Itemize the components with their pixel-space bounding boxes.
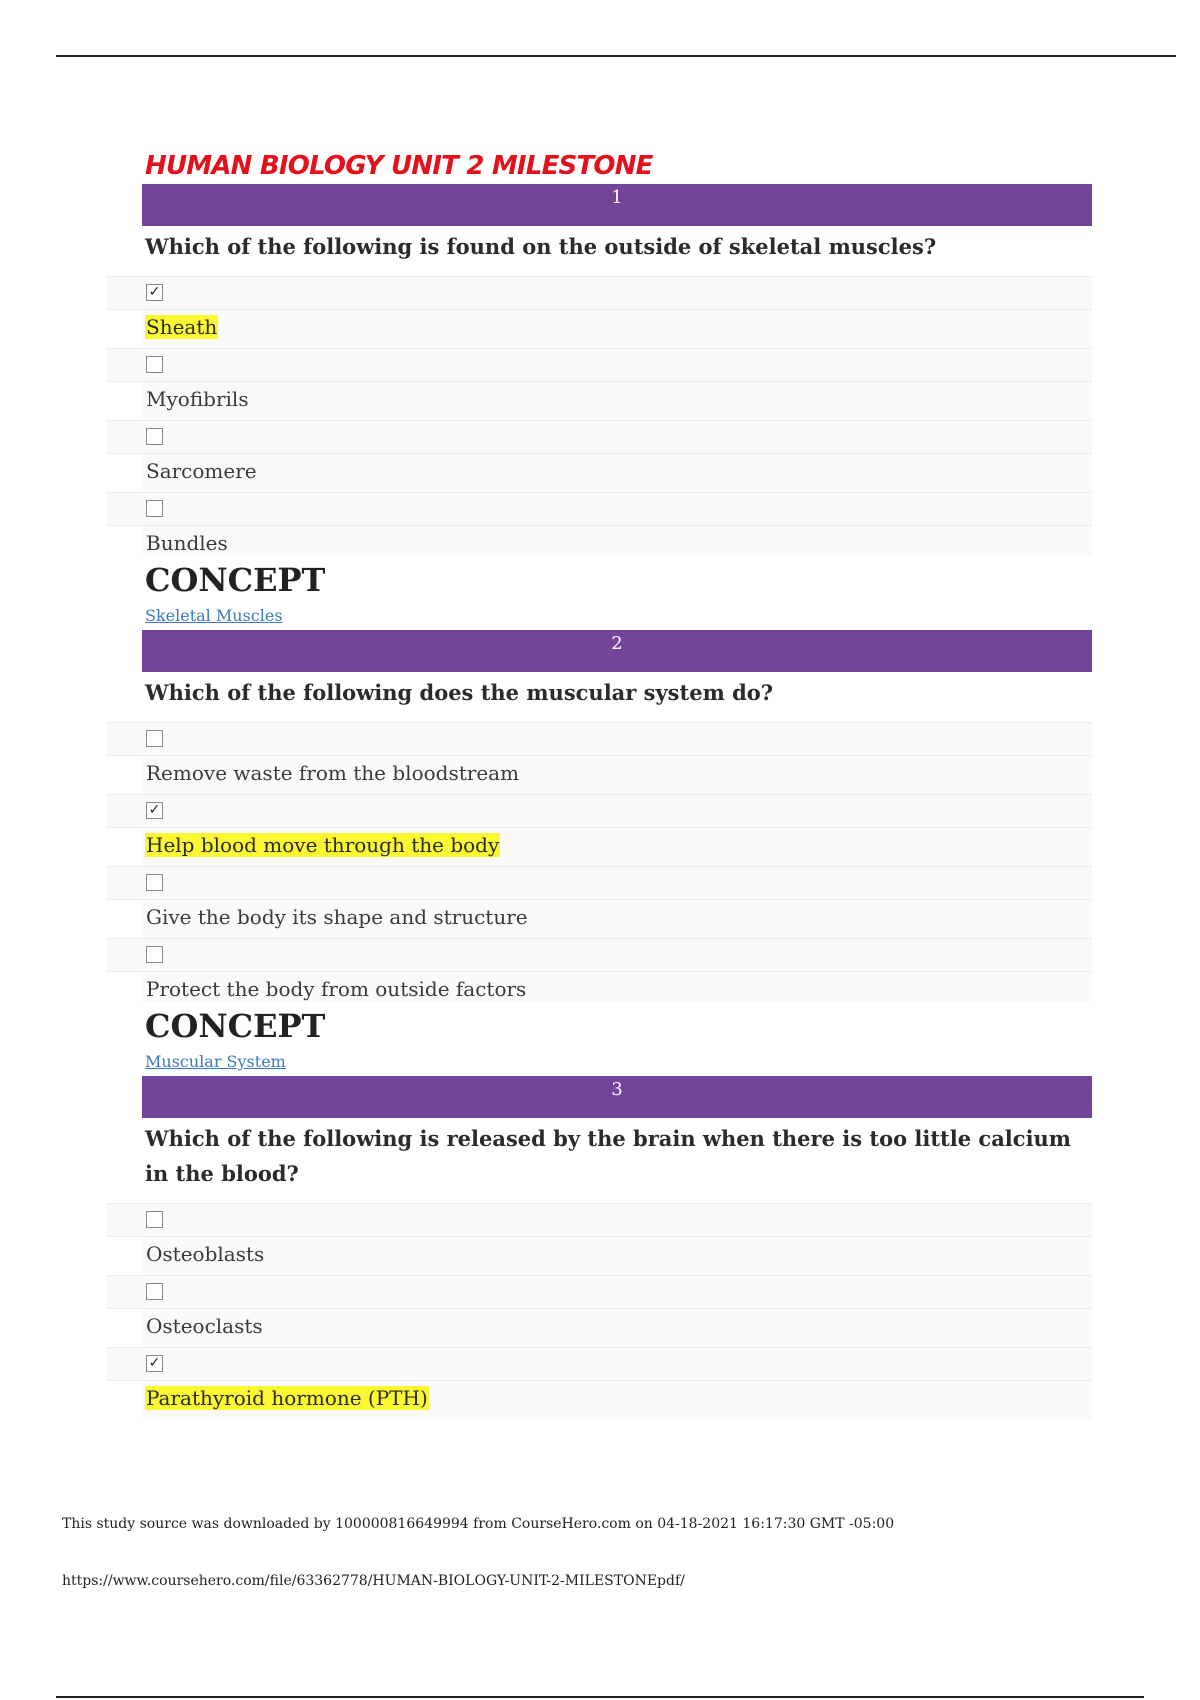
question-number-bar: 2 [142, 630, 1092, 672]
checkbox-row [107, 1203, 1092, 1237]
source-url[interactable]: https://www.coursehero.com/file/63362778/HUMAN-BIOLOGY-UNIT-2-MILESTONEpdf/ [62, 1573, 685, 1589]
bottom-rule [56, 1696, 1144, 1698]
checkbox-empty-icon[interactable] [146, 730, 163, 747]
option[interactable] [142, 1347, 1092, 1419]
option[interactable] [142, 420, 1092, 492]
answer-row [142, 828, 1092, 866]
answer-row [142, 310, 1092, 348]
checkbox-row [107, 722, 1092, 756]
option[interactable] [142, 276, 1092, 348]
question-number-bar: 1 [142, 184, 1092, 226]
answer-label: Remove waste from the bloodstream [146, 761, 520, 785]
checkbox-row [107, 938, 1092, 972]
option[interactable] [142, 492, 1092, 556]
answer-label: Osteoblasts [146, 1242, 265, 1266]
answer-label: Bundles [146, 531, 228, 555]
checkbox-row [107, 348, 1092, 382]
answer-row [142, 972, 1092, 1002]
checkbox-empty-icon[interactable] [146, 500, 163, 517]
answer-row [142, 382, 1092, 420]
concept-link[interactable]: Muscular System [145, 1052, 286, 1071]
option[interactable] [142, 866, 1092, 938]
concept-heading: CONCEPT [145, 561, 326, 599]
question-number-bar: 3 [142, 1076, 1092, 1118]
checkbox-row [107, 276, 1092, 310]
answer-row [142, 1309, 1092, 1347]
checkbox-checked-icon[interactable]: ✓ [146, 284, 163, 301]
answer-label: Give the body its shape and structure [146, 905, 528, 929]
checkbox-row [107, 1347, 1092, 1381]
answer-label: Protect the body from outside factors [146, 977, 527, 1001]
answer-label: Sheath [146, 315, 218, 339]
option[interactable] [142, 722, 1092, 794]
answer-row [142, 454, 1092, 492]
checkbox-empty-icon[interactable] [146, 874, 163, 891]
answer-row [142, 1381, 1092, 1419]
question-1 [142, 184, 1092, 626]
option[interactable] [142, 794, 1092, 866]
option[interactable] [142, 938, 1092, 1002]
checkbox-checked-icon[interactable]: ✓ [146, 1355, 163, 1372]
checkbox-row [107, 866, 1092, 900]
download-note: This study source was downloaded by 100000816649994 from CourseHero.com on 04-18-2021 16:17:30 GMT -05:00 [62, 1516, 895, 1532]
answer-row [142, 1237, 1092, 1275]
answer-row [142, 526, 1092, 556]
answer-label: Sarcomere [146, 459, 257, 483]
checkbox-empty-icon[interactable] [146, 356, 163, 373]
concept-link[interactable]: Skeletal Muscles [145, 606, 283, 625]
option[interactable] [142, 348, 1092, 420]
option[interactable] [142, 1203, 1092, 1275]
checkbox-row [107, 420, 1092, 454]
question-text: Which of the following does the muscular system do? [145, 680, 774, 705]
checkbox-empty-icon[interactable] [146, 946, 163, 963]
answer-label: Myofibrils [146, 387, 249, 411]
document-title: HUMAN BIOLOGY UNIT 2 MILESTONE [145, 151, 653, 181]
checkbox-row [107, 492, 1092, 526]
checkbox-checked-icon[interactable]: ✓ [146, 802, 163, 819]
checkbox-row [107, 1275, 1092, 1309]
option[interactable] [142, 1275, 1092, 1347]
question-text: Which of the following is released by the brain when there is too little calcium in the blood? [145, 1126, 1072, 1186]
question-3 [142, 1076, 1092, 1419]
checkbox-empty-icon[interactable] [146, 1283, 163, 1300]
checkbox-row [107, 794, 1092, 828]
question-2 [142, 630, 1092, 1072]
answer-row [142, 900, 1092, 938]
answer-label: Help blood move through the body [146, 833, 500, 857]
checkbox-empty-icon[interactable] [146, 428, 163, 445]
question-text: Which of the following is found on the outside of skeletal muscles? [145, 234, 937, 259]
concept-heading: CONCEPT [145, 1007, 326, 1045]
answer-label: Parathyroid hormone (PTH) [146, 1386, 428, 1410]
top-rule [56, 55, 1176, 57]
quiz-content [142, 150, 1092, 1419]
answer-label: Osteoclasts [146, 1314, 263, 1338]
answer-row [142, 756, 1092, 794]
checkbox-empty-icon[interactable] [146, 1211, 163, 1228]
